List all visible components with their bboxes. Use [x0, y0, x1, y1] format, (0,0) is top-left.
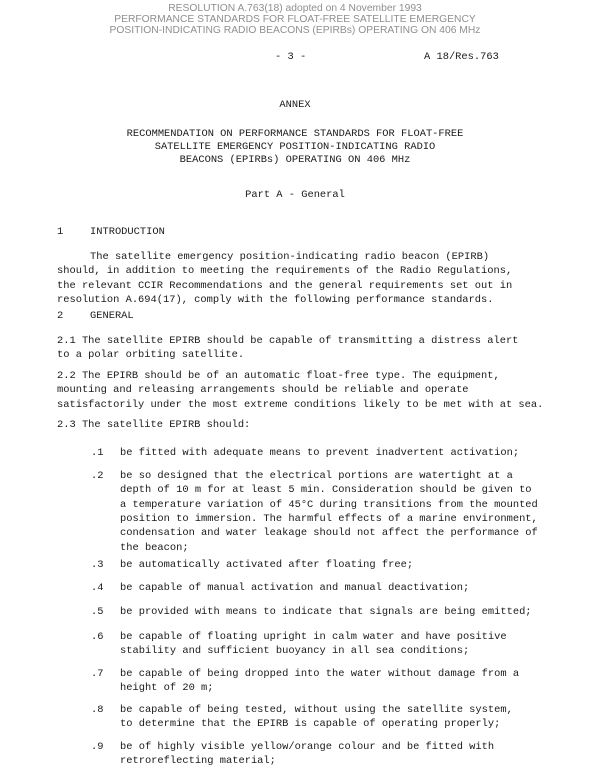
paragraph-line: the relevant CCIR Recommendations and the general requirements set out in: [57, 279, 513, 292]
list-item-line: condensation and water leakage should not affect the performance of: [120, 527, 538, 540]
list-item-number: .8: [91, 704, 104, 716]
section-2-heading: GENERAL: [90, 310, 134, 322]
paragraph-line: The satellite emergency position-indicating radio beacon (EPIRB): [90, 251, 490, 263]
recommendation-title-line: BEACONS (EPIRBs) OPERATING ON 406 MHz: [179, 154, 411, 166]
list-item-line: be of highly visible yellow/orange colour and be fitted with: [120, 741, 495, 753]
list-item-number: .6: [91, 631, 104, 643]
paragraph-line: satisfactorily under the most extreme conditions likely to be met with at sea.: [57, 398, 544, 411]
list-item-line: stability and sufficient buoyancy in all sea conditions;: [120, 645, 470, 658]
list-item-line: height of 20 m;: [120, 682, 214, 695]
list-item-line: be provided with means to indicate that signals are being emitted;: [120, 606, 532, 618]
paragraph-line: mounting and releasing arrangements should be reliable and operate: [57, 384, 469, 397]
banner-line-2: PERFORMANCE STANDARDS FOR FLOAT-FREE SATELLITE EMERGENCY: [114, 14, 476, 25]
part-title: Part A - General: [245, 189, 345, 201]
recommendation-title-line: RECOMMENDATION ON PERFORMANCE STANDARDS FOR FLOAT-FREE: [126, 128, 464, 140]
document-banner: [0, 3, 590, 36]
list-item-number: .5: [91, 606, 104, 618]
paragraph-line: should, in addition to meeting the requirements of the Radio Regulations,: [57, 265, 513, 278]
list-item-line: to determine that the EPIRB is capable of operating properly;: [120, 718, 501, 731]
list-item-number: .9: [91, 741, 104, 753]
section-2-number: 2: [57, 310, 64, 322]
list-item-line: be capable of manual activation and manual deactivation;: [120, 582, 470, 594]
page-number: - 3 -: [275, 51, 307, 63]
paragraph-2-2: [57, 369, 544, 412]
list-item-line: be capable of being dropped into the water without damage from a: [120, 668, 520, 680]
section-1-heading: INTRODUCTION: [90, 226, 165, 238]
list-item-line: be fitted with adequate means to prevent inadvertent activation;: [120, 447, 520, 459]
list-item-line: the beacon;: [120, 541, 189, 554]
document-reference: A 18/Res.763: [424, 51, 499, 63]
list-item-number: .3: [91, 559, 104, 571]
introduction-paragraph: [57, 250, 527, 307]
paragraph-line: 2.1 The satellite EPIRB should be capable of transmitting a distress alert: [57, 335, 519, 347]
list-item-line: be so designed that the electrical portions are watertight at a: [120, 470, 513, 482]
annex-title: ANNEX: [279, 99, 311, 111]
list-item-number: .4: [91, 582, 104, 594]
paragraph-line: resolution A.694(17), comply with the following performance standards.: [57, 294, 494, 307]
paragraph-line: 2.2 The EPIRB should be of an automatic float-free type. The equipment,: [57, 370, 500, 382]
recommendation-title-line: SATELLITE EMERGENCY POSITION-INDICATING RADIO: [154, 141, 436, 153]
list-item-line: be capable of being tested, without using the satellite system,: [120, 704, 513, 716]
list-item-line: a temperature variation of 45°C during transitions from the mounted: [120, 498, 538, 511]
list-item-line: retroreflecting material;: [120, 755, 276, 768]
list-item-line: be automatically activated after floating free;: [120, 559, 414, 571]
list-item-number: .2: [91, 470, 104, 482]
list-item-line: depth of 10 m for at least 5 min. Consideration should be given to: [120, 484, 532, 497]
paragraph-2-1: [57, 334, 527, 363]
list-item-line: position to immersion. The harmful effects of a marine environment,: [120, 513, 538, 526]
paragraph-line: to a polar orbiting satellite.: [57, 349, 245, 362]
paragraph-2-3-intro: 2.3 The satellite EPIRB should:: [57, 419, 251, 431]
list-item-line: be capable of floating upright in calm water and have positive: [120, 631, 507, 643]
banner-line-3: POSITION-INDICATING RADIO BEACONS (EPIRBs) OPERATING ON 406 MHz: [109, 25, 481, 36]
banner-line-1: RESOLUTION A.763(18) adopted on 4 November 1993: [168, 3, 422, 14]
section-1-number: 1: [57, 226, 64, 238]
list-item-number: .7: [91, 668, 104, 680]
list-item-number: .1: [91, 447, 104, 459]
